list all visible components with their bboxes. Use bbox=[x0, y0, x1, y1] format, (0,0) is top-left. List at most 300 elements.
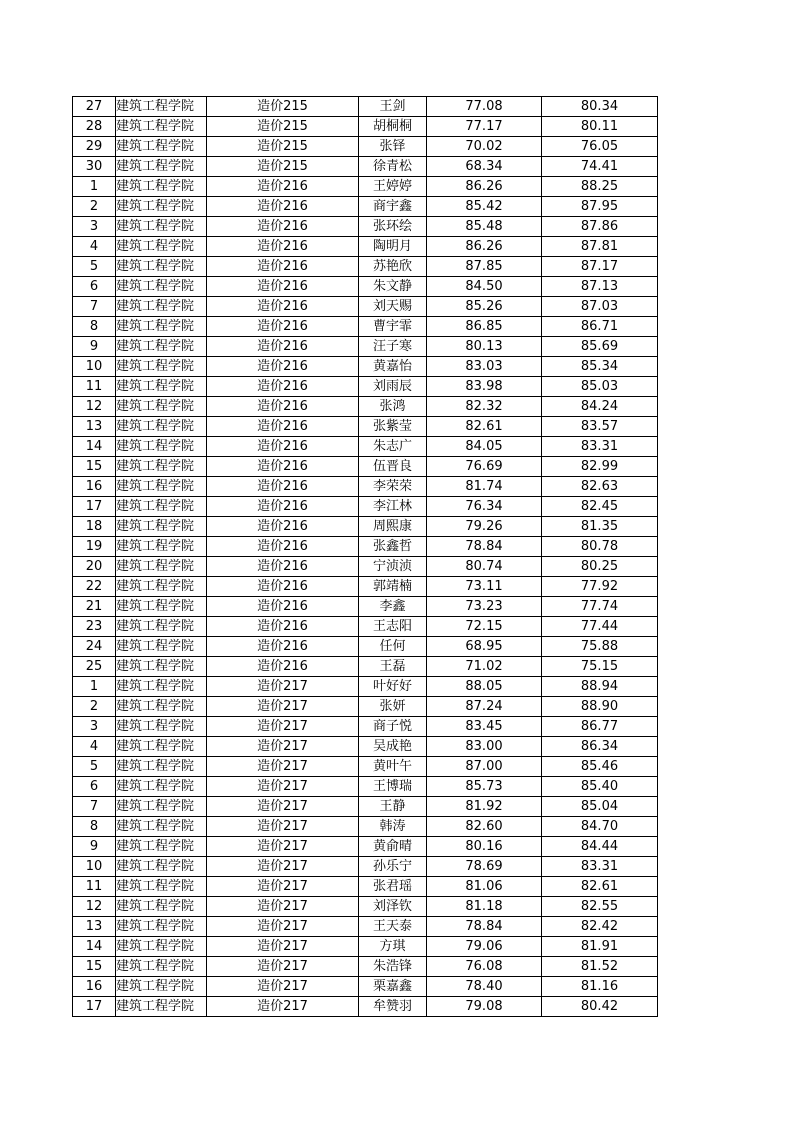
college-cell: 建筑工程学院 bbox=[116, 677, 207, 697]
row-number-cell: 16 bbox=[73, 977, 116, 997]
class-cell: 造价217 bbox=[207, 717, 359, 737]
total-score-cell: 87.03 bbox=[542, 297, 658, 317]
score-cell: 78.40 bbox=[427, 977, 542, 997]
class-cell: 造价216 bbox=[207, 237, 359, 257]
college-cell: 建筑工程学院 bbox=[116, 197, 207, 217]
college-cell: 建筑工程学院 bbox=[116, 637, 207, 657]
table-row bbox=[73, 777, 658, 797]
row-number-cell: 11 bbox=[73, 877, 116, 897]
student-name-cell: 朱志广 bbox=[359, 437, 427, 457]
table-row bbox=[73, 157, 658, 177]
row-number-cell: 19 bbox=[73, 537, 116, 557]
table-row bbox=[73, 317, 658, 337]
class-cell: 造价216 bbox=[207, 477, 359, 497]
student-name-cell: 王博瑞 bbox=[359, 777, 427, 797]
college-cell: 建筑工程学院 bbox=[116, 117, 207, 137]
student-name-cell: 汪子寒 bbox=[359, 337, 427, 357]
student-name-cell: 方琪 bbox=[359, 937, 427, 957]
total-score-cell: 87.17 bbox=[542, 257, 658, 277]
row-number-cell: 5 bbox=[73, 757, 116, 777]
table-row bbox=[73, 457, 658, 477]
row-number-cell: 29 bbox=[73, 137, 116, 157]
row-number-cell: 22 bbox=[73, 577, 116, 597]
student-name-cell: 徐青松 bbox=[359, 157, 427, 177]
total-score-cell: 81.35 bbox=[542, 517, 658, 537]
row-number-cell: 3 bbox=[73, 217, 116, 237]
student-name-cell: 李江林 bbox=[359, 497, 427, 517]
student-name-cell: 张妍 bbox=[359, 697, 427, 717]
row-number-cell: 4 bbox=[73, 237, 116, 257]
student-name-cell: 黄嘉怡 bbox=[359, 357, 427, 377]
total-score-cell: 84.44 bbox=[542, 837, 658, 857]
college-cell: 建筑工程学院 bbox=[116, 877, 207, 897]
table-row bbox=[73, 977, 658, 997]
class-cell: 造价216 bbox=[207, 537, 359, 557]
total-score-cell: 85.34 bbox=[542, 357, 658, 377]
total-score-cell: 82.61 bbox=[542, 877, 658, 897]
student-name-cell: 张鑫哲 bbox=[359, 537, 427, 557]
class-cell: 造价217 bbox=[207, 697, 359, 717]
college-cell: 建筑工程学院 bbox=[116, 737, 207, 757]
total-score-cell: 85.04 bbox=[542, 797, 658, 817]
score-cell: 86.26 bbox=[427, 237, 542, 257]
college-cell: 建筑工程学院 bbox=[116, 837, 207, 857]
row-number-cell: 8 bbox=[73, 817, 116, 837]
score-cell: 82.32 bbox=[427, 397, 542, 417]
total-score-cell: 75.15 bbox=[542, 657, 658, 677]
table-row bbox=[73, 297, 658, 317]
score-cell: 87.24 bbox=[427, 697, 542, 717]
class-cell: 造价216 bbox=[207, 177, 359, 197]
student-name-cell: 苏艳欣 bbox=[359, 257, 427, 277]
score-cell: 80.74 bbox=[427, 557, 542, 577]
table-row bbox=[73, 917, 658, 937]
row-number-cell: 24 bbox=[73, 637, 116, 657]
class-cell: 造价216 bbox=[207, 257, 359, 277]
college-cell: 建筑工程学院 bbox=[116, 97, 207, 117]
college-cell: 建筑工程学院 bbox=[116, 697, 207, 717]
class-cell: 造价217 bbox=[207, 997, 359, 1017]
student-name-cell: 张君瑶 bbox=[359, 877, 427, 897]
total-score-cell: 74.41 bbox=[542, 157, 658, 177]
score-cell: 81.06 bbox=[427, 877, 542, 897]
college-cell: 建筑工程学院 bbox=[116, 957, 207, 977]
table-row bbox=[73, 377, 658, 397]
row-number-cell: 12 bbox=[73, 897, 116, 917]
class-cell: 造价216 bbox=[207, 337, 359, 357]
table-row bbox=[73, 897, 658, 917]
class-cell: 造价216 bbox=[207, 497, 359, 517]
score-cell: 83.98 bbox=[427, 377, 542, 397]
row-number-cell: 23 bbox=[73, 617, 116, 637]
table-row bbox=[73, 797, 658, 817]
row-number-cell: 9 bbox=[73, 837, 116, 857]
table-row bbox=[73, 417, 658, 437]
class-cell: 造价217 bbox=[207, 677, 359, 697]
class-cell: 造价215 bbox=[207, 157, 359, 177]
college-cell: 建筑工程学院 bbox=[116, 997, 207, 1017]
table-row bbox=[73, 517, 658, 537]
score-cell: 88.05 bbox=[427, 677, 542, 697]
table-row bbox=[73, 257, 658, 277]
college-cell: 建筑工程学院 bbox=[116, 537, 207, 557]
class-cell: 造价216 bbox=[207, 357, 359, 377]
total-score-cell: 87.86 bbox=[542, 217, 658, 237]
row-number-cell: 7 bbox=[73, 297, 116, 317]
score-cell: 79.06 bbox=[427, 937, 542, 957]
row-number-cell: 18 bbox=[73, 517, 116, 537]
row-number-cell: 14 bbox=[73, 437, 116, 457]
score-cell: 76.34 bbox=[427, 497, 542, 517]
class-cell: 造价216 bbox=[207, 577, 359, 597]
class-cell: 造价217 bbox=[207, 777, 359, 797]
total-score-cell: 87.13 bbox=[542, 277, 658, 297]
total-score-cell: 85.46 bbox=[542, 757, 658, 777]
total-score-cell: 81.52 bbox=[542, 957, 658, 977]
student-name-cell: 陶明月 bbox=[359, 237, 427, 257]
college-cell: 建筑工程学院 bbox=[116, 777, 207, 797]
table-row bbox=[73, 277, 658, 297]
table-row bbox=[73, 137, 658, 157]
total-score-cell: 82.42 bbox=[542, 917, 658, 937]
total-score-cell: 80.34 bbox=[542, 97, 658, 117]
table-row bbox=[73, 197, 658, 217]
class-cell: 造价216 bbox=[207, 377, 359, 397]
score-cell: 70.02 bbox=[427, 137, 542, 157]
table-row bbox=[73, 497, 658, 517]
total-score-cell: 81.91 bbox=[542, 937, 658, 957]
score-cell: 78.84 bbox=[427, 537, 542, 557]
student-name-cell: 王静 bbox=[359, 797, 427, 817]
total-score-cell: 82.45 bbox=[542, 497, 658, 517]
student-name-cell: 牟赞羽 bbox=[359, 997, 427, 1017]
row-number-cell: 13 bbox=[73, 417, 116, 437]
college-cell: 建筑工程学院 bbox=[116, 897, 207, 917]
college-cell: 建筑工程学院 bbox=[116, 597, 207, 617]
table-row bbox=[73, 397, 658, 417]
table-body bbox=[73, 97, 658, 1017]
total-score-cell: 80.25 bbox=[542, 557, 658, 577]
student-name-cell: 王婷婷 bbox=[359, 177, 427, 197]
class-cell: 造价217 bbox=[207, 937, 359, 957]
score-cell: 81.92 bbox=[427, 797, 542, 817]
score-cell: 77.17 bbox=[427, 117, 542, 137]
student-name-cell: 孙乐宁 bbox=[359, 857, 427, 877]
table-row bbox=[73, 117, 658, 137]
table-row bbox=[73, 817, 658, 837]
score-cell: 82.61 bbox=[427, 417, 542, 437]
table-row bbox=[73, 857, 658, 877]
score-cell: 86.26 bbox=[427, 177, 542, 197]
class-cell: 造价216 bbox=[207, 197, 359, 217]
score-cell: 76.69 bbox=[427, 457, 542, 477]
student-name-cell: 韩涛 bbox=[359, 817, 427, 837]
score-cell: 83.00 bbox=[427, 737, 542, 757]
student-name-cell: 刘泽钦 bbox=[359, 897, 427, 917]
student-name-cell: 王志阳 bbox=[359, 617, 427, 637]
row-number-cell: 2 bbox=[73, 197, 116, 217]
table-row bbox=[73, 677, 658, 697]
student-name-cell: 朱文静 bbox=[359, 277, 427, 297]
total-score-cell: 86.34 bbox=[542, 737, 658, 757]
score-cell: 82.60 bbox=[427, 817, 542, 837]
student-name-cell: 周熙康 bbox=[359, 517, 427, 537]
class-cell: 造价217 bbox=[207, 977, 359, 997]
row-number-cell: 25 bbox=[73, 657, 116, 677]
student-name-cell: 郭靖楠 bbox=[359, 577, 427, 597]
college-cell: 建筑工程学院 bbox=[116, 337, 207, 357]
row-number-cell: 10 bbox=[73, 357, 116, 377]
score-cell: 78.69 bbox=[427, 857, 542, 877]
score-cell: 87.85 bbox=[427, 257, 542, 277]
college-cell: 建筑工程学院 bbox=[116, 397, 207, 417]
row-number-cell: 1 bbox=[73, 177, 116, 197]
score-cell: 81.18 bbox=[427, 897, 542, 917]
college-cell: 建筑工程学院 bbox=[116, 617, 207, 637]
student-name-cell: 黄俞晴 bbox=[359, 837, 427, 857]
table-row bbox=[73, 957, 658, 977]
score-cell: 86.85 bbox=[427, 317, 542, 337]
row-number-cell: 10 bbox=[73, 857, 116, 877]
total-score-cell: 83.31 bbox=[542, 857, 658, 877]
total-score-cell: 88.94 bbox=[542, 677, 658, 697]
table-row bbox=[73, 597, 658, 617]
table-row bbox=[73, 477, 658, 497]
class-cell: 造价217 bbox=[207, 757, 359, 777]
college-cell: 建筑工程学院 bbox=[116, 357, 207, 377]
student-name-cell: 任何 bbox=[359, 637, 427, 657]
student-name-cell: 张铎 bbox=[359, 137, 427, 157]
total-score-cell: 83.57 bbox=[542, 417, 658, 437]
college-cell: 建筑工程学院 bbox=[116, 237, 207, 257]
row-number-cell: 15 bbox=[73, 957, 116, 977]
college-cell: 建筑工程学院 bbox=[116, 457, 207, 477]
class-cell: 造价216 bbox=[207, 397, 359, 417]
student-name-cell: 张鸿 bbox=[359, 397, 427, 417]
score-cell: 68.34 bbox=[427, 157, 542, 177]
college-cell: 建筑工程学院 bbox=[116, 377, 207, 397]
college-cell: 建筑工程学院 bbox=[116, 297, 207, 317]
class-cell: 造价217 bbox=[207, 797, 359, 817]
student-name-cell: 李荣荣 bbox=[359, 477, 427, 497]
table-row bbox=[73, 437, 658, 457]
class-cell: 造价215 bbox=[207, 137, 359, 157]
score-cell: 73.11 bbox=[427, 577, 542, 597]
total-score-cell: 88.25 bbox=[542, 177, 658, 197]
total-score-cell: 80.11 bbox=[542, 117, 658, 137]
row-number-cell: 17 bbox=[73, 497, 116, 517]
row-number-cell: 4 bbox=[73, 737, 116, 757]
score-cell: 73.23 bbox=[427, 597, 542, 617]
row-number-cell: 21 bbox=[73, 597, 116, 617]
row-number-cell: 6 bbox=[73, 777, 116, 797]
score-cell: 71.02 bbox=[427, 657, 542, 677]
college-cell: 建筑工程学院 bbox=[116, 137, 207, 157]
college-cell: 建筑工程学院 bbox=[116, 277, 207, 297]
college-cell: 建筑工程学院 bbox=[116, 937, 207, 957]
student-name-cell: 伍晋良 bbox=[359, 457, 427, 477]
class-cell: 造价216 bbox=[207, 557, 359, 577]
class-cell: 造价217 bbox=[207, 917, 359, 937]
score-cell: 83.45 bbox=[427, 717, 542, 737]
student-name-cell: 张紫莹 bbox=[359, 417, 427, 437]
student-name-cell: 商宇鑫 bbox=[359, 197, 427, 217]
college-cell: 建筑工程学院 bbox=[116, 817, 207, 837]
row-number-cell: 5 bbox=[73, 257, 116, 277]
score-cell: 84.05 bbox=[427, 437, 542, 457]
total-score-cell: 84.24 bbox=[542, 397, 658, 417]
college-cell: 建筑工程学院 bbox=[116, 157, 207, 177]
row-number-cell: 11 bbox=[73, 377, 116, 397]
total-score-cell: 88.90 bbox=[542, 697, 658, 717]
table-row bbox=[73, 937, 658, 957]
total-score-cell: 80.78 bbox=[542, 537, 658, 557]
class-cell: 造价216 bbox=[207, 217, 359, 237]
table-row bbox=[73, 217, 658, 237]
table-row bbox=[73, 97, 658, 117]
college-cell: 建筑工程学院 bbox=[116, 977, 207, 997]
score-table bbox=[72, 96, 658, 1017]
student-name-cell: 胡桐桐 bbox=[359, 117, 427, 137]
row-number-cell: 20 bbox=[73, 557, 116, 577]
row-number-cell: 3 bbox=[73, 717, 116, 737]
table-row bbox=[73, 237, 658, 257]
college-cell: 建筑工程学院 bbox=[116, 177, 207, 197]
row-number-cell: 15 bbox=[73, 457, 116, 477]
score-cell: 87.00 bbox=[427, 757, 542, 777]
total-score-cell: 84.70 bbox=[542, 817, 658, 837]
student-name-cell: 宁浈浈 bbox=[359, 557, 427, 577]
student-name-cell: 黄叶午 bbox=[359, 757, 427, 777]
row-number-cell: 28 bbox=[73, 117, 116, 137]
total-score-cell: 82.99 bbox=[542, 457, 658, 477]
total-score-cell: 81.16 bbox=[542, 977, 658, 997]
college-cell: 建筑工程学院 bbox=[116, 717, 207, 737]
row-number-cell: 1 bbox=[73, 677, 116, 697]
total-score-cell: 80.42 bbox=[542, 997, 658, 1017]
score-cell: 80.13 bbox=[427, 337, 542, 357]
student-name-cell: 王天泰 bbox=[359, 917, 427, 937]
total-score-cell: 77.74 bbox=[542, 597, 658, 617]
college-cell: 建筑工程学院 bbox=[116, 797, 207, 817]
student-name-cell: 吴成艳 bbox=[359, 737, 427, 757]
total-score-cell: 87.81 bbox=[542, 237, 658, 257]
class-cell: 造价215 bbox=[207, 117, 359, 137]
table-row bbox=[73, 577, 658, 597]
score-cell: 78.84 bbox=[427, 917, 542, 937]
class-cell: 造价217 bbox=[207, 857, 359, 877]
class-cell: 造价216 bbox=[207, 657, 359, 677]
student-name-cell: 李鑫 bbox=[359, 597, 427, 617]
row-number-cell: 17 bbox=[73, 997, 116, 1017]
class-cell: 造价216 bbox=[207, 597, 359, 617]
total-score-cell: 86.71 bbox=[542, 317, 658, 337]
class-cell: 造价216 bbox=[207, 437, 359, 457]
table-row bbox=[73, 337, 658, 357]
class-cell: 造价216 bbox=[207, 637, 359, 657]
total-score-cell: 86.77 bbox=[542, 717, 658, 737]
college-cell: 建筑工程学院 bbox=[116, 517, 207, 537]
college-cell: 建筑工程学院 bbox=[116, 917, 207, 937]
class-cell: 造价216 bbox=[207, 277, 359, 297]
table-row bbox=[73, 177, 658, 197]
college-cell: 建筑工程学院 bbox=[116, 437, 207, 457]
row-number-cell: 16 bbox=[73, 477, 116, 497]
score-cell: 79.26 bbox=[427, 517, 542, 537]
total-score-cell: 83.31 bbox=[542, 437, 658, 457]
score-cell: 81.74 bbox=[427, 477, 542, 497]
class-cell: 造价217 bbox=[207, 957, 359, 977]
score-cell: 68.95 bbox=[427, 637, 542, 657]
college-cell: 建筑工程学院 bbox=[116, 757, 207, 777]
class-cell: 造价216 bbox=[207, 417, 359, 437]
score-cell: 85.73 bbox=[427, 777, 542, 797]
class-cell: 造价216 bbox=[207, 297, 359, 317]
total-score-cell: 85.40 bbox=[542, 777, 658, 797]
class-cell: 造价215 bbox=[207, 97, 359, 117]
row-number-cell: 27 bbox=[73, 97, 116, 117]
college-cell: 建筑工程学院 bbox=[116, 257, 207, 277]
class-cell: 造价217 bbox=[207, 817, 359, 837]
class-cell: 造价216 bbox=[207, 457, 359, 477]
total-score-cell: 77.92 bbox=[542, 577, 658, 597]
student-name-cell: 刘雨辰 bbox=[359, 377, 427, 397]
table-row bbox=[73, 877, 658, 897]
score-cell: 85.42 bbox=[427, 197, 542, 217]
total-score-cell: 76.05 bbox=[542, 137, 658, 157]
total-score-cell: 82.55 bbox=[542, 897, 658, 917]
total-score-cell: 82.63 bbox=[542, 477, 658, 497]
table-row bbox=[73, 617, 658, 637]
total-score-cell: 75.88 bbox=[542, 637, 658, 657]
row-number-cell: 8 bbox=[73, 317, 116, 337]
table-row bbox=[73, 737, 658, 757]
score-cell: 84.50 bbox=[427, 277, 542, 297]
row-number-cell: 14 bbox=[73, 937, 116, 957]
total-score-cell: 85.03 bbox=[542, 377, 658, 397]
table-row bbox=[73, 557, 658, 577]
score-cell: 77.08 bbox=[427, 97, 542, 117]
score-cell: 85.48 bbox=[427, 217, 542, 237]
college-cell: 建筑工程学院 bbox=[116, 857, 207, 877]
table-row bbox=[73, 717, 658, 737]
class-cell: 造价216 bbox=[207, 617, 359, 637]
student-name-cell: 王剑 bbox=[359, 97, 427, 117]
score-cell: 85.26 bbox=[427, 297, 542, 317]
class-cell: 造价216 bbox=[207, 317, 359, 337]
row-number-cell: 12 bbox=[73, 397, 116, 417]
college-cell: 建筑工程学院 bbox=[116, 557, 207, 577]
table-row bbox=[73, 697, 658, 717]
total-score-cell: 77.44 bbox=[542, 617, 658, 637]
row-number-cell: 2 bbox=[73, 697, 116, 717]
student-name-cell: 栗嘉鑫 bbox=[359, 977, 427, 997]
row-number-cell: 6 bbox=[73, 277, 116, 297]
row-number-cell: 9 bbox=[73, 337, 116, 357]
student-name-cell: 曹宇霏 bbox=[359, 317, 427, 337]
college-cell: 建筑工程学院 bbox=[116, 317, 207, 337]
college-cell: 建筑工程学院 bbox=[116, 497, 207, 517]
college-cell: 建筑工程学院 bbox=[116, 417, 207, 437]
student-name-cell: 商子悦 bbox=[359, 717, 427, 737]
table-row bbox=[73, 357, 658, 377]
class-cell: 造价216 bbox=[207, 517, 359, 537]
table-row bbox=[73, 757, 658, 777]
college-cell: 建筑工程学院 bbox=[116, 217, 207, 237]
row-number-cell: 30 bbox=[73, 157, 116, 177]
score-cell: 76.08 bbox=[427, 957, 542, 977]
score-cell: 72.15 bbox=[427, 617, 542, 637]
